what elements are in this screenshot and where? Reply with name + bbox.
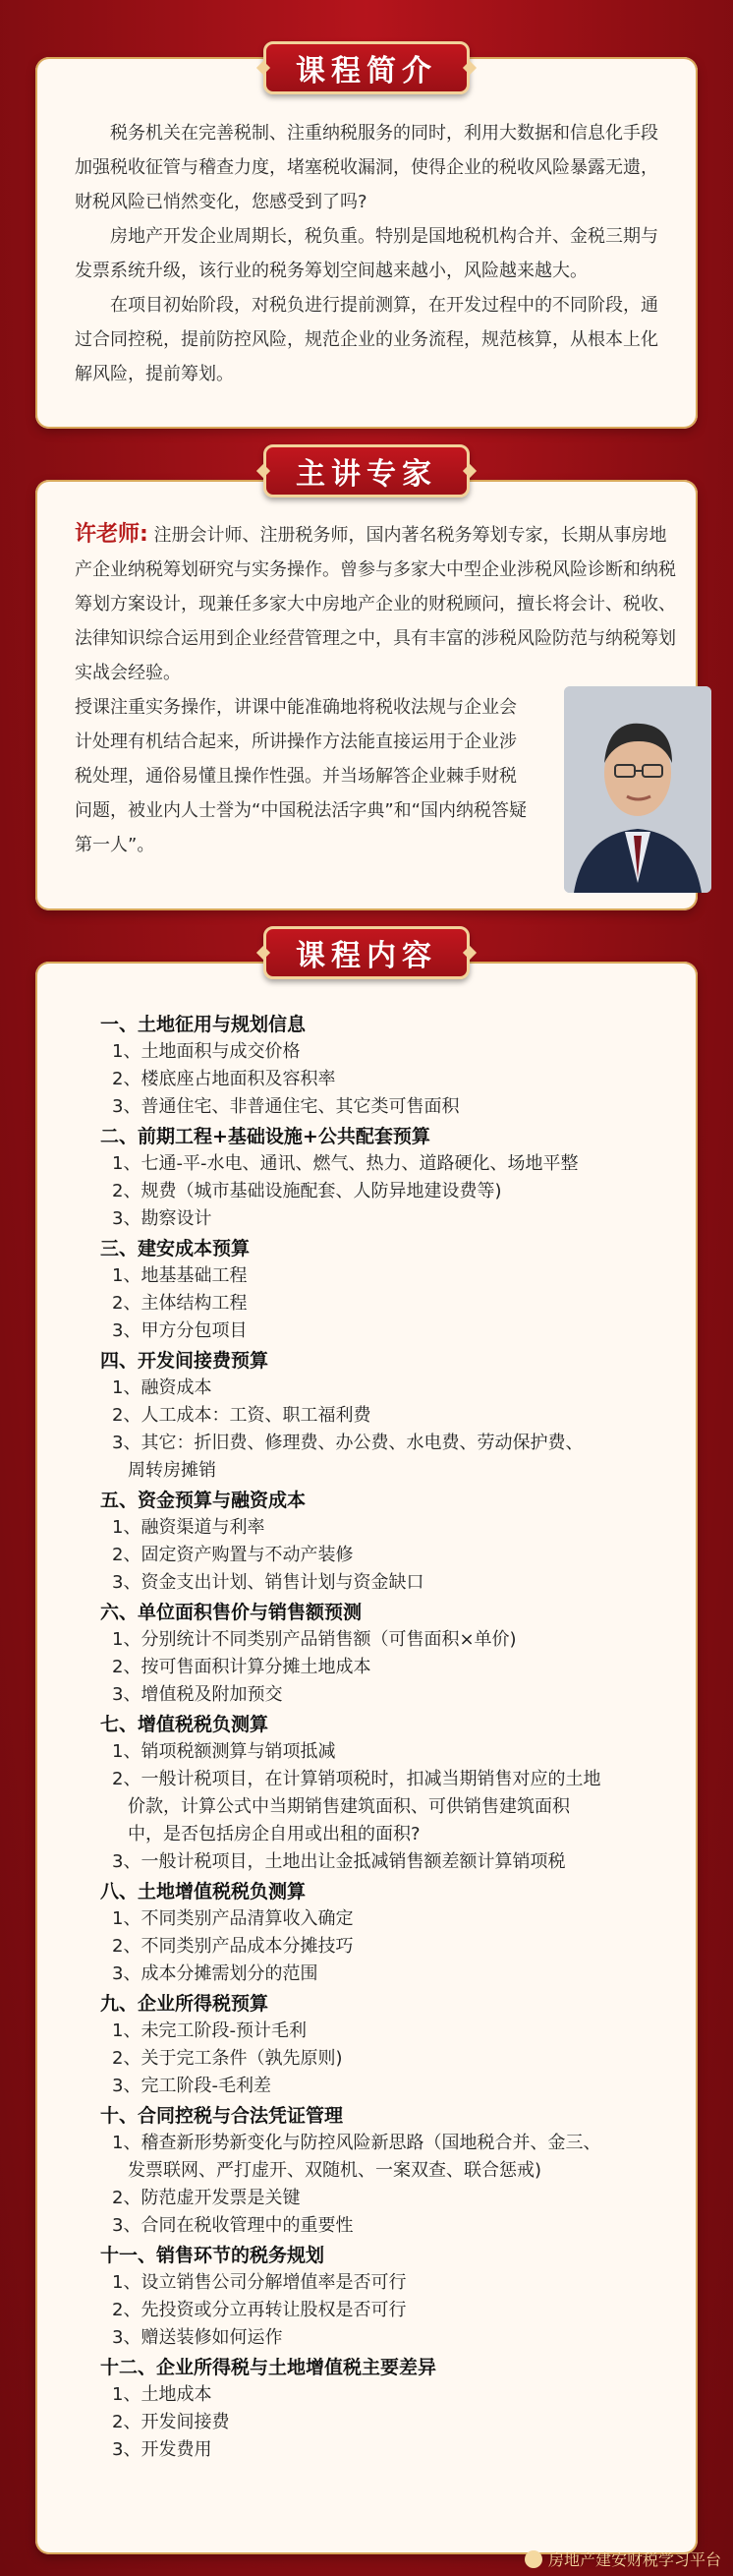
watermark-text: 房地产建安财税学习平台 <box>547 2550 721 2569</box>
section-item: 1、土地成本 <box>112 2384 212 2405</box>
section-item: 2、按可售面积计算分摊土地成本 <box>112 1657 371 1677</box>
section-heading: 八、土地增值税税负测算 <box>100 1881 307 1903</box>
section-item: 3、完工阶段-毛利差 <box>112 2076 271 2096</box>
section-heading: 六、单位面积售价与销售额预测 <box>100 1602 363 1623</box>
expert-bio <box>75 517 678 690</box>
section-item: 3、成本分摊需划分的范围 <box>112 1963 318 1984</box>
section-item: 2、开发间接费 <box>112 2412 230 2432</box>
section-item: 1、地基基础工程 <box>112 1265 248 1286</box>
section-item: 2、主体结构工程 <box>112 1293 248 1314</box>
content-card <box>35 962 698 2554</box>
section-heading: 一、土地征用与规划信息 <box>100 1014 307 1035</box>
section-heading: 十一、销售环节的税务规划 <box>100 2245 325 2266</box>
content-list <box>100 1012 678 2464</box>
section-item: 价款，计算公式中当期销售建筑面积、可供销售建筑面积 <box>128 1796 570 1817</box>
section-item: 3、其它：折旧费、修理费、办公费、水电费、劳动保护费、 <box>112 1433 584 1453</box>
section-item: 周转房摊销 <box>128 1460 216 1481</box>
section-item: 2、不同类别产品成本分摊技巧 <box>112 1936 354 1957</box>
section-heading: 三、建安成本预算 <box>100 1238 251 1259</box>
section-item: 1、设立销售公司分解增值率是否可行 <box>112 2272 407 2293</box>
section-item: 1、销项税额测算与销项抵减 <box>112 1741 336 1762</box>
section-item: 3、普通住宅、非普通住宅、其它类可售面积 <box>112 1096 460 1117</box>
section-item: 发票联网、严打虚开、双随机、一案双查、联合惩戒) <box>128 2160 542 2181</box>
section-item: 3、勘察设计 <box>112 1208 212 1229</box>
section-item: 1、不同类别产品清算收入确定 <box>112 1908 354 1929</box>
section-heading: 十二、企业所得税与土地增值税主要差异 <box>100 2357 437 2378</box>
section-heading: 二、前期工程+基础设施+公共配套预算 <box>100 1126 430 1147</box>
section-item: 2、规费（城市基础设施配套、人防异地建设费等) <box>112 1181 502 1201</box>
expert-bio2-text: 授课注重实务操作，讲课中能准确地将税收法规与企业会计处理有机结合起来，所讲操作方法能直接运用于企业涉税处理，通俗易懂且操作性强。并当场解答企业棘手财税问题，被业内人士誉为“中国税法活字典”和“国内纳税答疑第一人”。 <box>75 697 527 855</box>
expert-bio-2 <box>75 690 527 862</box>
section-item: 1、融资成本 <box>112 1377 212 1398</box>
section-heading: 四、开发间接费预算 <box>100 1350 269 1372</box>
intro-paragraph-3: 在项目初始阶段，对税负进行提前测算，在开发过程中的不同阶段，通过合同控税，提前防控风险，规范企业的业务流程，规范核算，从根本上化解风险，提前筹划。 <box>75 295 658 384</box>
expert-title: 主讲专家 <box>263 444 470 498</box>
section-item: 3、合同在税收管理中的重要性 <box>112 2215 354 2236</box>
section-item: 2、先投资或分立再转让股权是否可行 <box>112 2300 407 2320</box>
section-heading: 九、企业所得税预算 <box>100 1993 269 2015</box>
section-item: 中，是否包括房企自用或出租的面积? <box>128 1824 421 1844</box>
watermark <box>525 2547 721 2570</box>
section-item: 1、融资渠道与利率 <box>112 1517 265 1538</box>
section-item: 2、关于完工条件（孰先原则) <box>112 2048 343 2069</box>
section-item: 2、防范虚开发票是关键 <box>112 2188 301 2208</box>
expert-name: 许老师: <box>75 522 148 547</box>
section-item: 3、一般计税项目，土地出让金抵减销售额差额计算销项税 <box>112 1851 566 1872</box>
intro-paragraph-1: 税务机关在完善税制、注重纳税服务的同时，利用大数据和信息化手段加强税收征管与稽查力度，堵塞税收漏洞，使得企业的税收风险暴露无遗，财税风险已悄然变化，您感受到了吗? <box>75 123 658 212</box>
section-item: 3、资金支出计划、销售计划与资金缺口 <box>112 1572 424 1593</box>
section-item: 1、稽查新形势新变化与防控风险新思路（国地税合并、金三、 <box>112 2133 601 2153</box>
section-heading: 十、合同控税与合法凭证管理 <box>100 2105 344 2127</box>
section-item: 3、开发费用 <box>112 2439 212 2460</box>
portrait-image <box>564 686 711 893</box>
section-item: 3、甲方分包项目 <box>112 1320 248 1341</box>
intro-paragraph-2: 房地产开发企业周期长，税负重。特别是国地税机构合并、金税三期与发票系统升级，该行业的税务筹划空间越来越小，风险越来越大。 <box>75 226 658 281</box>
section-item: 2、固定资产购置与不动产装修 <box>112 1545 354 1565</box>
section-item: 1、未完工阶段-预计毛利 <box>112 2020 307 2041</box>
wechat-icon <box>525 2550 542 2568</box>
section-item: 2、一般计税项目，在计算销项税时，扣减当期销售对应的土地 <box>112 1769 601 1789</box>
section-item: 1、土地面积与成交价格 <box>112 1041 301 1062</box>
section-item: 1、分别统计不同类别产品销售额（可售面积×单价) <box>112 1629 517 1650</box>
section-item: 3、增值税及附加预交 <box>112 1684 283 1705</box>
content-title: 课程内容 <box>263 926 470 979</box>
expert-bio-text: 注册会计师、注册税务师，国内著名税务筹划专家，长期从事房地产企业纳税筹划研究与实务操作。曾参与多家大中型企业涉税风险诊断和纳税筹划方案设计，现兼任多家大中房地产企业的财税顾问，擅长将会计、税收、法律知识综合运用到企业经营管理之中，具有丰富的涉税风险防范与纳税筹划实战会经验。 <box>75 525 676 683</box>
intro-title: 课程简介 <box>263 41 470 94</box>
intro-card <box>35 57 698 429</box>
expert-portrait <box>564 686 711 893</box>
section-heading: 五、资金预算与融资成本 <box>100 1490 307 1511</box>
section-item: 2、楼底座占地面积及容积率 <box>112 1069 336 1089</box>
section-heading: 七、增值税税负测算 <box>100 1714 269 1735</box>
section-item: 1、七通-平-水电、通讯、燃气、热力、道路硬化、场地平整 <box>112 1153 579 1174</box>
section-item: 3、赠送装修如何运作 <box>112 2327 283 2348</box>
section-item: 2、人工成本：工资、职工福利费 <box>112 1405 371 1426</box>
